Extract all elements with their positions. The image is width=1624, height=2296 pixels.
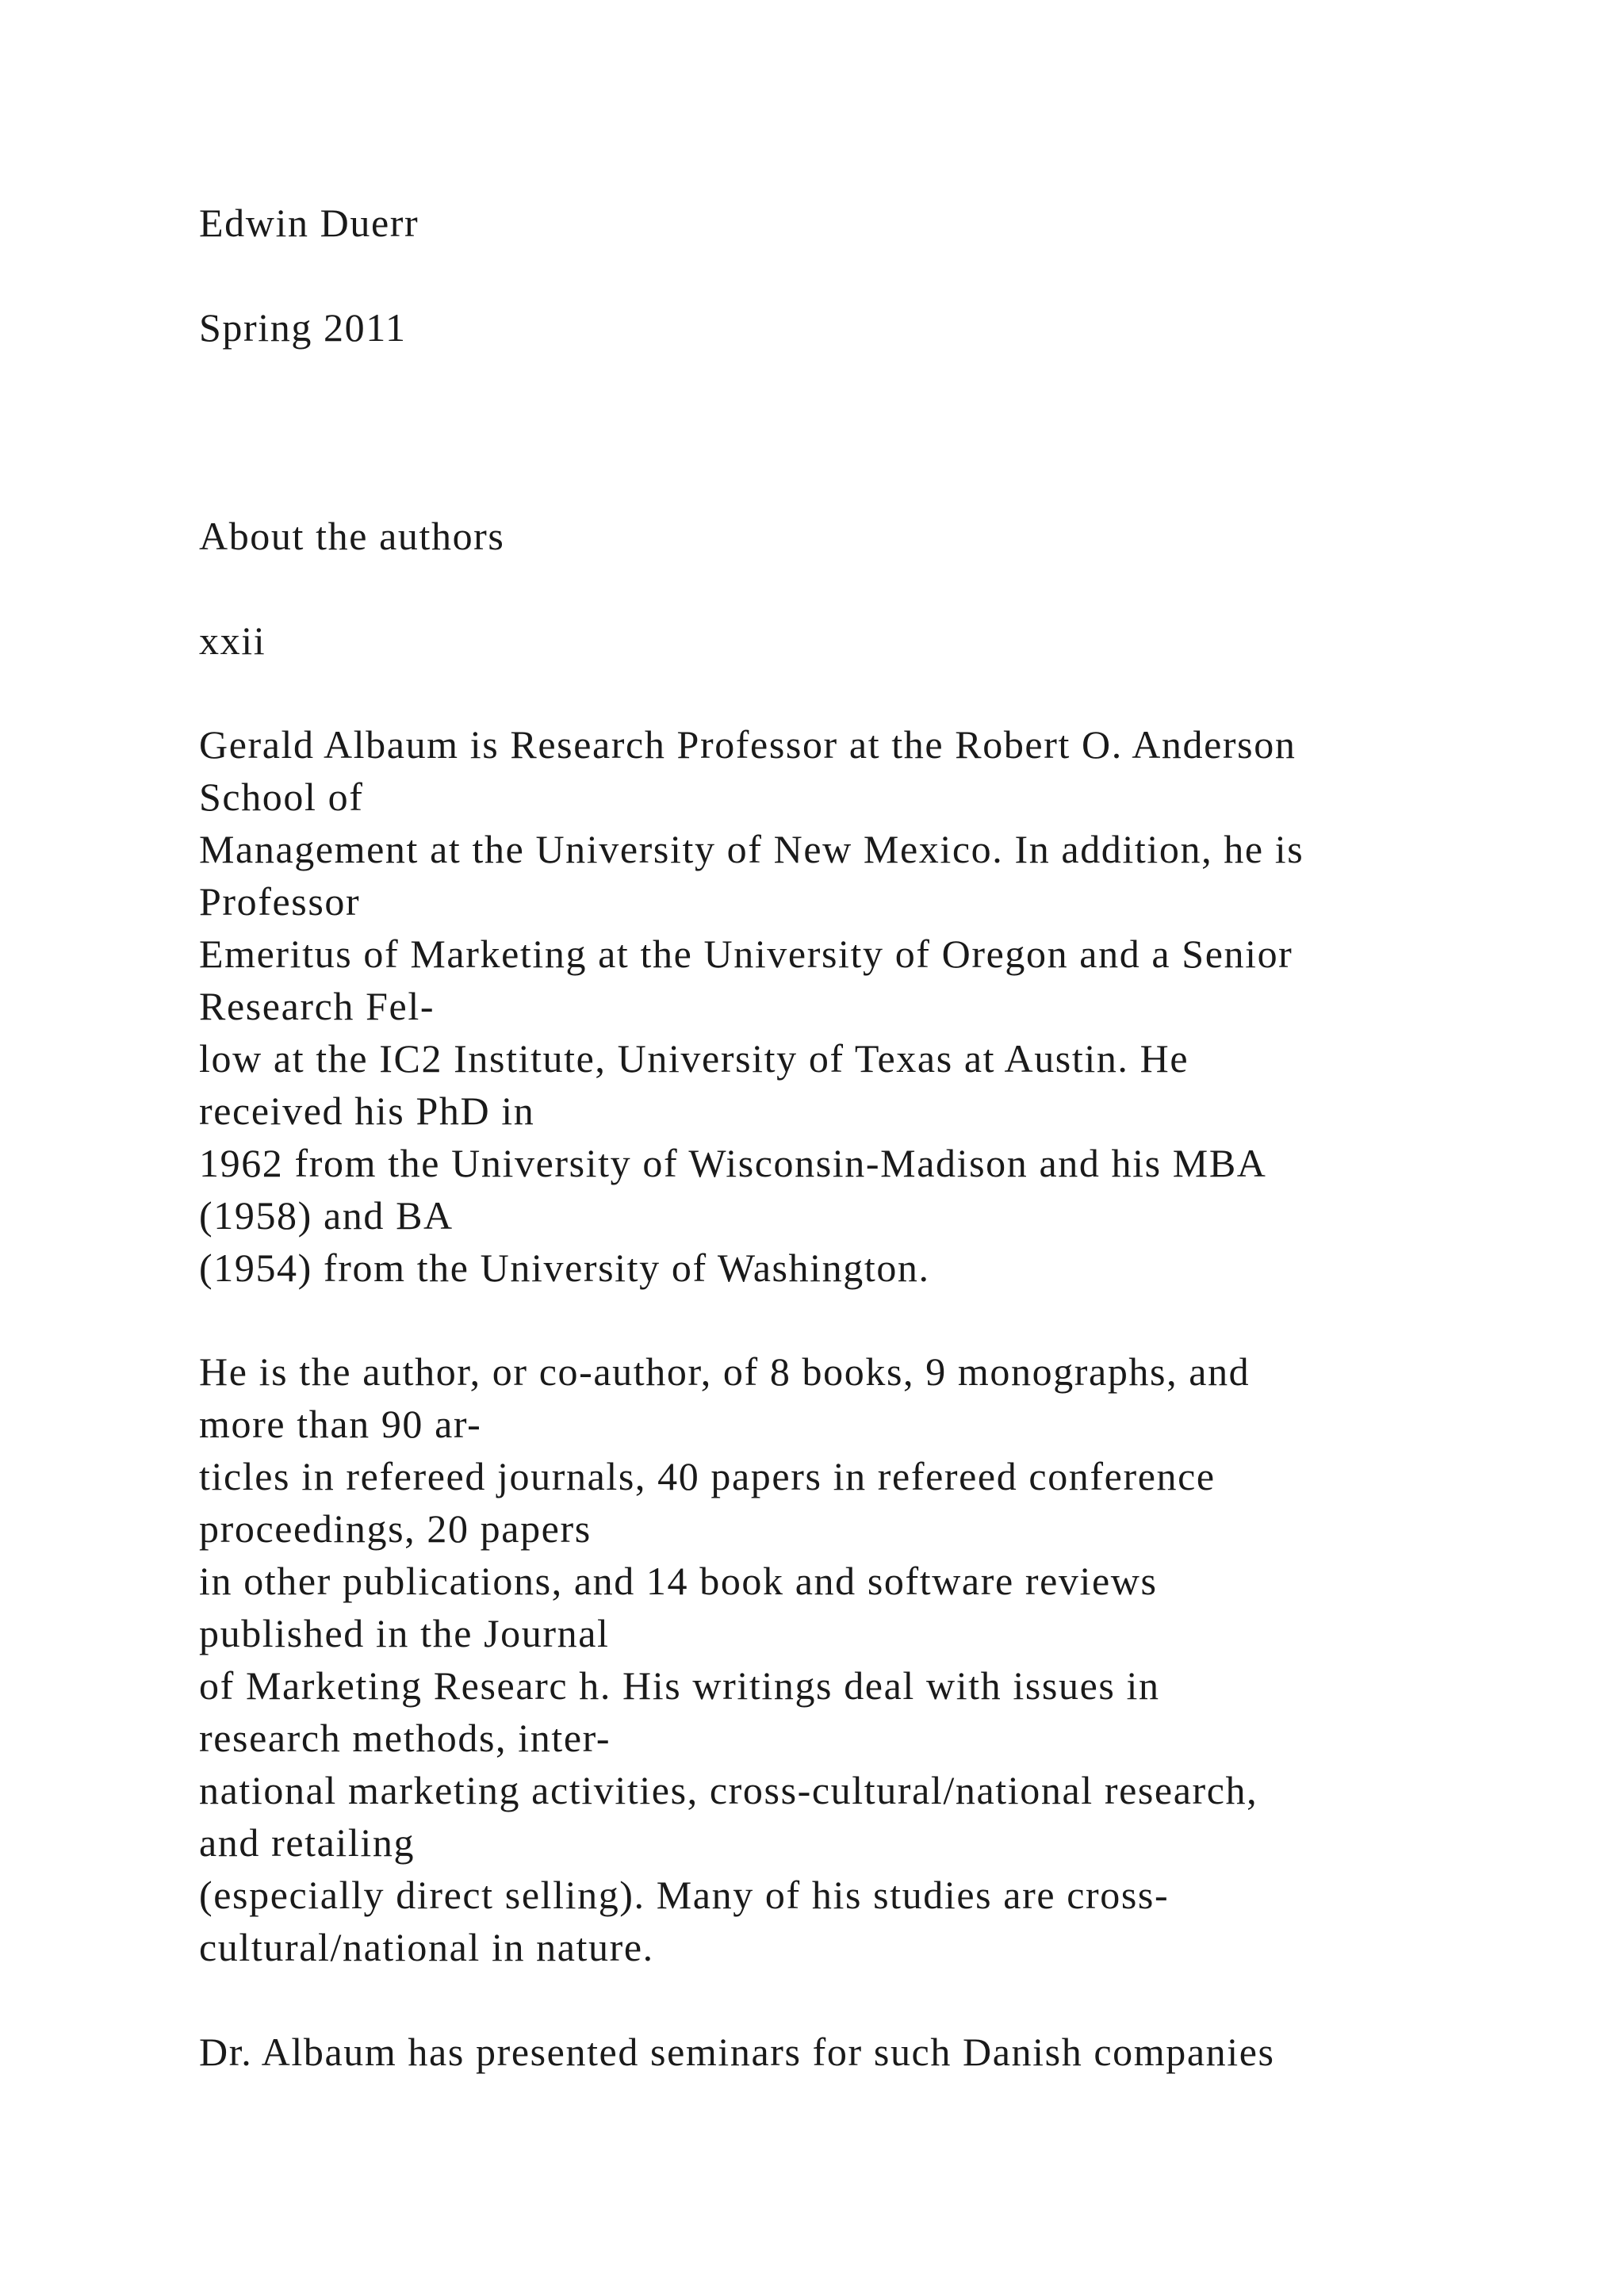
section-heading: About the authors: [199, 514, 505, 558]
author-name: Edwin Duerr: [199, 201, 419, 245]
bio-paragraph-2: He is the author, or co-author, of 8 books, 9 monographs, and more than 90 ar- ticles in refereed journals, 40 papers in refereed conference proceedings, 20 papers in other publications, and 14 book and software reviews published in the Journal of Marketing Researc h. His writings deal with issues in research methods, inter- national marketing activities, cross-cultural/national research, and retailing (especially direct selling). Many of his studies are cross- cultural/national in nature.: [199, 1349, 1258, 1969]
bio-paragraph-1: Gerald Albaum is Research Professor at the Robert O. Anderson School of Management at the University of New Mexico. In addition, he is Professor Emeritus of Marketing at the University of Oregon and a Senior Research Fel- low at the IC2 Institute, University of Texas at Austin. He received his PhD in 1962 from the University of Wisconsin-Madison and his MBA (1958) and BA (1954) from the University of Washington.: [199, 722, 1304, 1290]
bio-paragraph-3: Dr. Albaum has presented seminars for such Danish companies: [199, 2030, 1275, 2074]
page-number: xxii: [199, 618, 266, 663]
term-date: Spring 2011: [199, 305, 407, 350]
